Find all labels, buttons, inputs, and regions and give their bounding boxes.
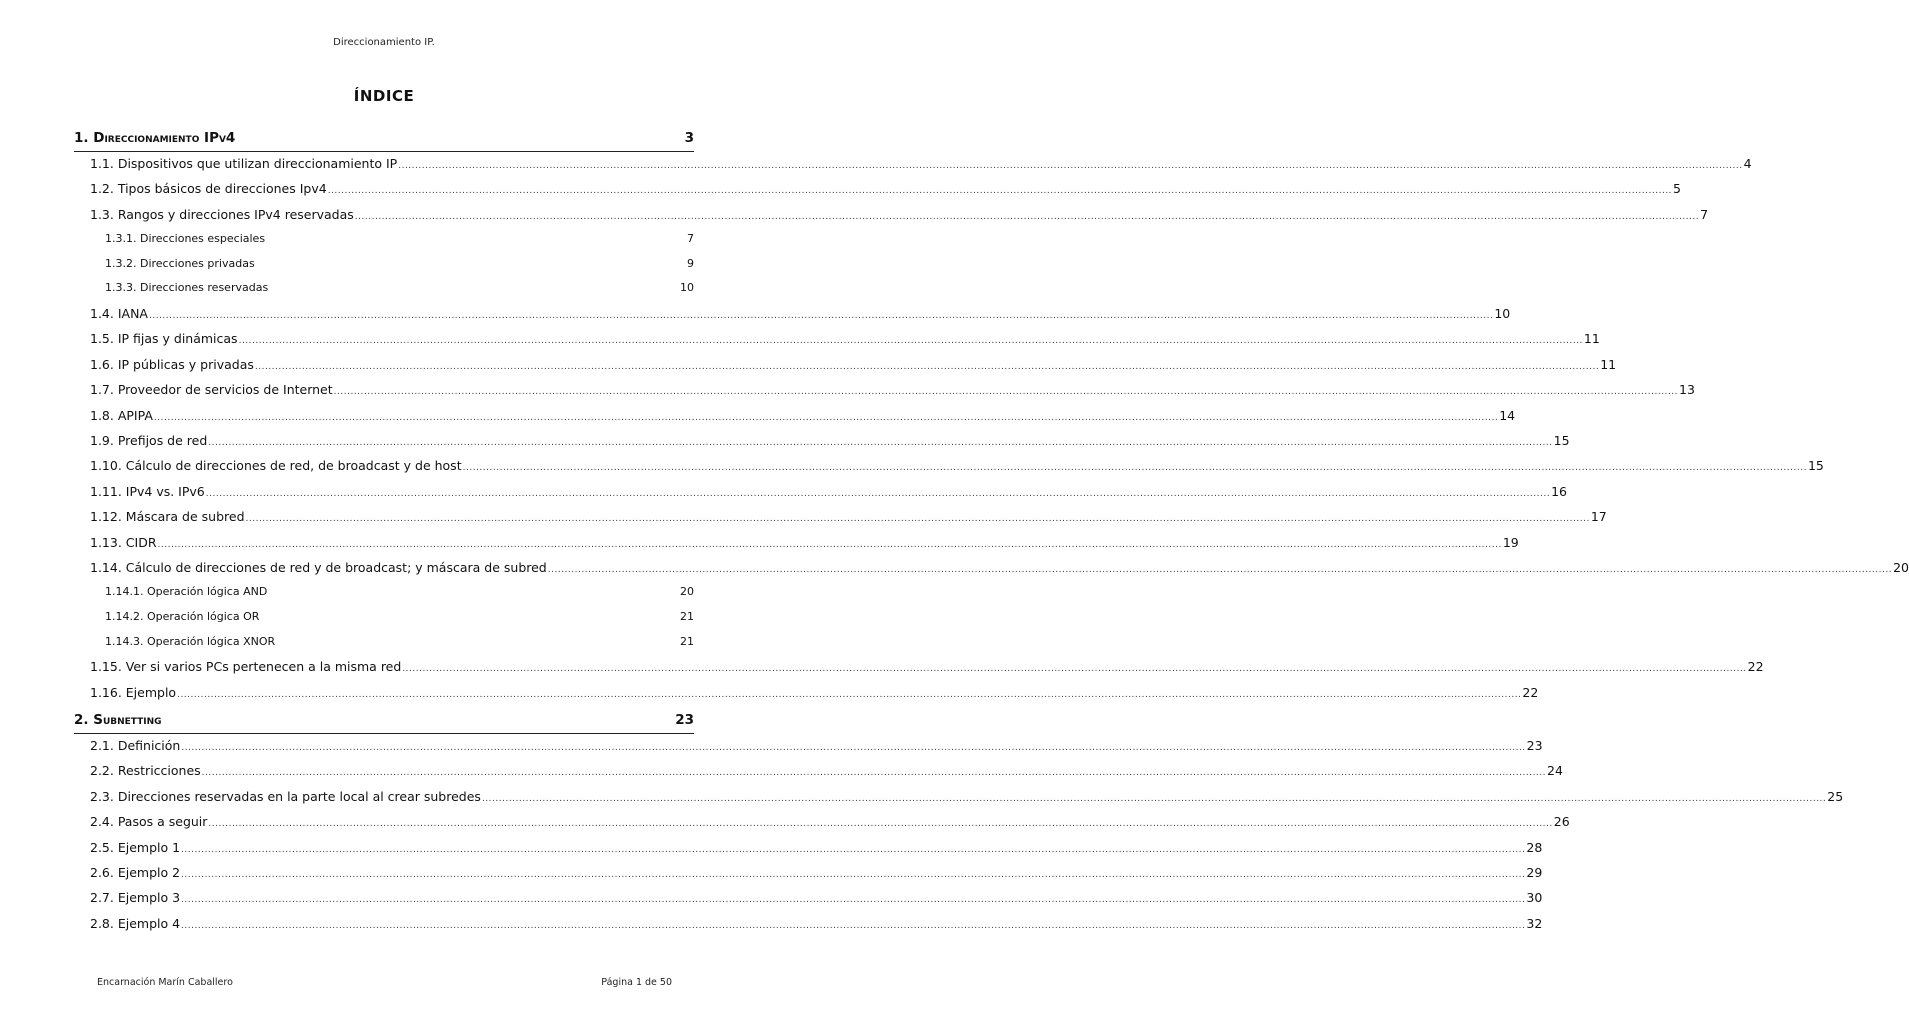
toc-entry-label: 1.7. Proveedor de servicios de Internet [90,382,333,398]
toc-entry[interactable] [90,181,1681,197]
toc-entry-label: 2.5. Ejemplo 1 [90,839,181,855]
toc-entry-label: 1.15. Ver si varios PCs pertenecen a la misma red [90,659,402,675]
toc-entry[interactable] [90,156,1752,171]
toc-entry[interactable] [90,560,1909,575]
dot-leader: ................................................................................................................................................................................................................................................................................................................................................................................................................ [181,895,1526,906]
dot-leader: ................................................................................................................................................................................................................................................................................................................................................................................................................ [181,844,1526,855]
toc-entry-label: 2.7. Ejemplo 3 [90,890,181,906]
dot-leader: ................................................................................................................................................................................................................................................................................................................................................................................................................ [398,161,1743,171]
dot-leader: ................................................................................................................................................................................................................................................................................................................................................................................................................ [462,463,1807,474]
section-title: Direccionamiento IPv4 [93,130,236,146]
dot-leader: ................................................................................................................................................................................................................................................................................................................................................................................................................ [238,336,1583,347]
toc-entry-label: 2.4. Pasos a seguir [90,814,208,830]
toc-entry-page: 26 [1553,814,1570,830]
toc-entry-label: 1.14. Cálculo de direcciones de red y de broadcast; y máscara de subred [90,560,547,575]
dot-leader: ................................................................................................................................................................................................................................................................................................................................................................................................................ [201,768,1547,779]
toc-entry-page: 11 [1600,356,1617,372]
toc-entry[interactable] [90,659,1764,675]
dot-leader: ................................................................................................................................................................................................................................................................................................................................................................................................................ [208,438,1553,448]
toc-entry-label: 1.2. Tipos básicos de direcciones Ipv4 [90,181,327,197]
toc-entry-page: 13 [1679,382,1695,398]
toc-entry-page: 24 [1547,763,1563,779]
toc-subentry[interactable] [105,610,694,623]
toc-entry[interactable] [90,382,1695,398]
dot-leader: ................................................................................................................................................................................................................................................................................................................................................................................................................ [181,743,1526,753]
toc-entry-label: 1.13. CIDR [90,534,157,550]
toc-entry-label: 1.14.1. Operación lógica AND [105,585,268,599]
toc-entry-page: 30 [1526,890,1543,906]
dot-leader: ................................................................................................................................................................................................................................................................................................................................................................................................................ [177,689,1522,700]
toc-entry-page: 10 [680,281,694,295]
toc-subentry[interactable] [105,257,694,270]
toc-entry-page: 25 [1827,788,1844,804]
toc-entry[interactable] [90,915,1543,931]
toc-entry[interactable] [90,763,1563,779]
toc-entry-page: 11 [1583,331,1600,347]
toc-entry-label: 1.5. IP fijas y dinámicas [90,331,238,347]
toc-entry-label: 1.12. Máscara de subred [90,509,245,525]
toc-entry-page: 17 [1590,509,1607,525]
toc-entry-page: 9 [687,256,694,270]
toc-entry-label: 1.3. Rangos y direcciones IPv4 reservadas [90,206,354,222]
toc-entry[interactable] [90,483,1568,499]
toc-entry[interactable] [90,865,1543,880]
toc-entry-page: 4 [1743,156,1752,171]
toc-entry-label: 1.14.3. Operación lógica XNOR [105,634,276,648]
section-page: 23 [675,712,694,728]
toc-entry[interactable] [90,814,1570,830]
toc-entry[interactable] [90,509,1607,525]
toc-entry-label: 1.1. Dispositivos que utilizan direccionamiento IP [90,156,398,171]
toc-subentry[interactable] [105,232,694,245]
page-footer [97,977,672,988]
toc-entry[interactable] [90,890,1543,906]
toc-entry-label: 1.8. APIPA [90,407,153,423]
toc-entry[interactable] [90,788,1844,804]
toc-entry-label: 2.6. Ejemplo 2 [90,865,181,880]
dot-leader: ................................................................................................................................................................................................................................................................................................................................................................................................................ [547,565,1893,575]
toc-entry-page: 14 [1499,407,1516,423]
toc-entry-label: 1.3.3. Direcciones reservadas [105,281,269,295]
toc-entry-page: 19 [1502,534,1519,550]
toc-entry-page: 23 [1526,738,1543,753]
toc-entry-page: 21 [680,610,694,623]
toc-entry-page: 5 [1673,181,1681,197]
toc-entry-page: 29 [1526,865,1543,880]
toc-entry-label: 1.16. Ejemplo [90,684,177,700]
toc-entry-label: 1.4. IANA [90,306,148,321]
dot-leader: ................................................................................................................................................................................................................................................................................................................................................................................................................ [254,361,1600,372]
toc-entry[interactable] [90,306,1511,321]
toc-subentry[interactable] [105,281,694,294]
toc-entry-page: 28 [1526,839,1543,855]
section-title: Subnetting [93,712,162,728]
toc-entry[interactable] [90,206,1709,222]
toc-subentry[interactable] [105,585,694,598]
dot-leader: ................................................................................................................................................................................................................................................................................................................................................................................................................ [157,539,1502,550]
toc-entry-page: 20 [680,585,694,599]
toc-entry-page: 16 [1551,483,1568,499]
toc-entry-label: 1.6. IP públicas y privadas [90,356,254,372]
toc-entry[interactable] [90,433,1570,448]
toc-entry-page: 32 [1526,915,1543,931]
dot-leader: ................................................................................................................................................................................................................................................................................................................................................................................................................ [333,387,1678,398]
toc-entry-label: 1.9. Prefijos de red [90,433,208,448]
toc-title: ÍNDICE [353,87,415,105]
section-number: 2. [74,712,89,728]
dot-leader: ................................................................................................................................................................................................................................................................................................................................................................................................................ [208,819,1553,830]
footer-author: Encarnación Marín Caballero [97,977,233,988]
toc-entry[interactable] [90,458,1824,474]
toc-entry-page: 20 [1893,560,1909,575]
dot-leader: ................................................................................................................................................................................................................................................................................................................................................................................................................ [181,870,1526,880]
dot-leader: ................................................................................................................................................................................................................................................................................................................................................................................................................ [148,311,1494,321]
toc-entry[interactable] [90,331,1600,347]
section-number: 1. [74,130,89,146]
toc-entry-label: 2.1. Definición [90,738,181,753]
toc-entry[interactable] [90,356,1617,372]
toc-entry-label: 1.3.1. Direcciones especiales [105,232,266,246]
toc-entry[interactable] [90,839,1543,855]
dot-leader: ................................................................................................................................................................................................................................................................................................................................................................................................................ [402,664,1747,675]
toc-subentry[interactable] [105,635,694,648]
dot-leader: ................................................................................................................................................................................................................................................................................................................................................................................................................ [153,412,1499,423]
toc-entry[interactable] [90,534,1519,550]
toc-entry-page: 21 [680,634,694,648]
footer-page-number: Página 1 de 50 [601,977,672,988]
toc-entry-page: 10 [1494,306,1511,321]
dot-leader: ................................................................................................................................................................................................................................................................................................................................................................................................................ [354,211,1700,222]
dot-leader: ................................................................................................................................................................................................................................................................................................................................................................................................................ [181,920,1526,931]
toc-entry-label: 1.10. Cálculo de direcciones de red, de broadcast y de host [90,458,462,474]
toc-entry-label: 2.2. Restricciones [90,763,201,779]
section-page: 3 [684,130,694,146]
toc-entry-label: 1.3.2. Direcciones privadas [105,256,255,270]
toc-entry-label: 1.11. IPv4 vs. IPv6 [90,483,205,499]
toc-entry-label: 1.14.2. Operación lógica OR [105,610,260,623]
running-header: Direccionamiento IP. [333,37,435,48]
dot-leader: ................................................................................................................................................................................................................................................................................................................................................................................................................ [205,488,1551,499]
dot-leader: ................................................................................................................................................................................................................................................................................................................................................................................................................ [245,514,1590,525]
toc-entry[interactable] [90,407,1516,423]
toc-entry-page: 22 [1747,659,1764,675]
toc-section-heading[interactable] [74,712,694,734]
toc-entry-label: 2.3. Direcciones reservadas en la parte local al crear subredes [90,788,481,804]
dot-leader: ................................................................................................................................................................................................................................................................................................................................................................................................................ [481,793,1827,804]
toc-entry-page: 22 [1522,684,1539,700]
toc-entry[interactable] [90,738,1543,753]
toc-entry[interactable] [90,684,1539,700]
toc-entry-page: 15 [1807,458,1824,474]
toc-entry-label: 2.8. Ejemplo 4 [90,915,181,931]
dot-leader: ................................................................................................................................................................................................................................................................................................................................................................................................................ [327,186,1673,197]
toc-section-heading[interactable] [74,130,694,152]
toc-entry-page: 15 [1553,433,1570,448]
toc-entry-page: 7 [687,232,694,246]
toc-entry-page: 7 [1700,206,1709,222]
